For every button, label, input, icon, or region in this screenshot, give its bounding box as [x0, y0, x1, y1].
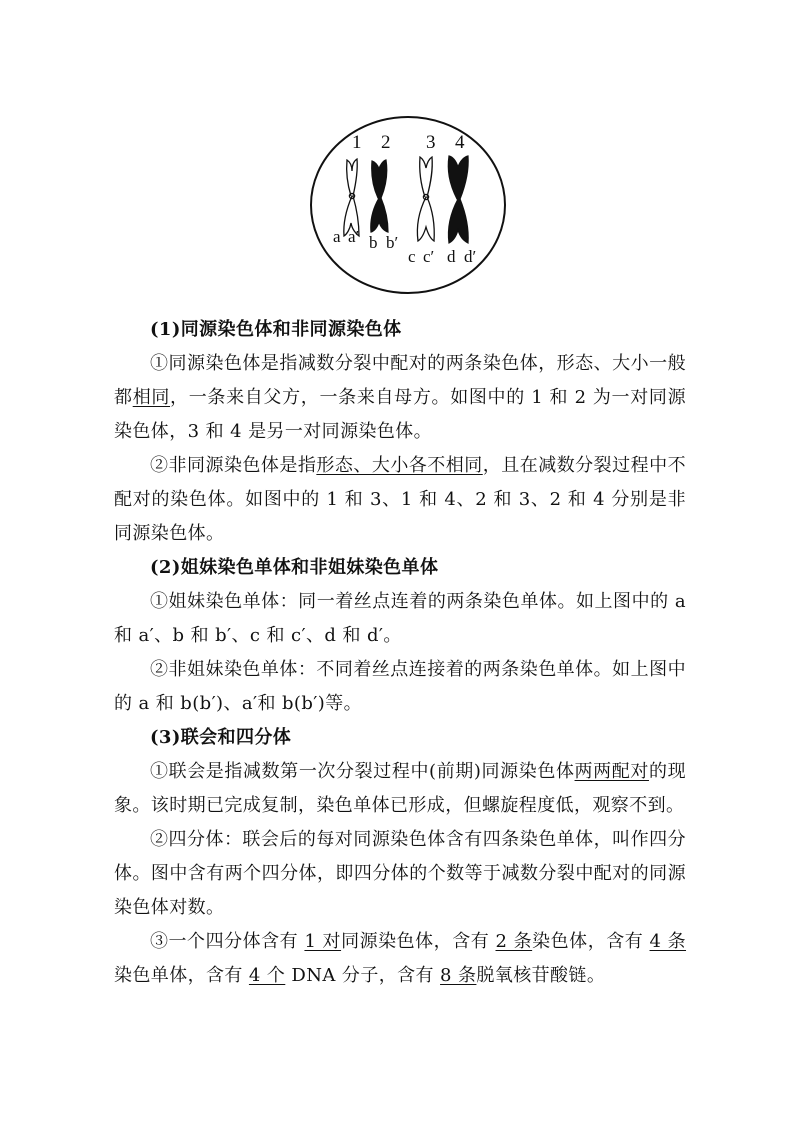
chromosome-figure [308, 115, 508, 295]
chromosome-diagram [308, 115, 508, 295]
underlined-answer: 形态、大小各不相同 [316, 455, 483, 476]
label-a: a [333, 227, 341, 246]
label-b: b [369, 233, 378, 252]
label-d: d [447, 247, 456, 266]
section-3-paragraph-2: ②四分体：联会后的每对同源染色体含有四条染色单体，叫作四分体。图中含有两个四分体，即四分体的个数等于减数分裂中配对的同源染色体对数。 [114, 829, 686, 918]
section-1-paragraph-2: ②非同源染色体是指形态、大小各不相同，且在减数分裂过程中不配对的染色体。如图中的 1 和 3、1 和 4、2 和 3、2 和 4 分别是非同源染色体。 [114, 455, 686, 544]
underlined-answer: 2 条 [495, 931, 533, 952]
underlined-answer: 4 条 [649, 931, 687, 952]
chromosome-number-2: 2 [381, 132, 391, 153]
label-d-prime: d′ [464, 247, 477, 266]
underlined-answer: 1 对 [304, 931, 342, 952]
section-3-paragraph-1: ①联会是指减数第一次分裂过程中(前期)同源染色体两两配对的现象。该时期已完成复制，染色单体已形成，但螺旋程度低，观察不到。 [114, 761, 686, 816]
section-3-paragraph-3: ③一个四分体含有 1 对同源染色体，含有 2 条染色体，含有 4 条染色单体，含有 4 个 DNA 分子，含有 8 条脱氧核苷酸链。 [114, 931, 687, 986]
underlined-answer: 两两配对 [574, 761, 649, 782]
section-3-heading: (3)联会和四分体 [150, 727, 292, 748]
chromosome-4 [448, 156, 468, 243]
document-body [114, 313, 686, 993]
label-b-prime: b′ [386, 233, 399, 252]
chromosome-number-4: 4 [455, 132, 465, 153]
section-2-paragraph-1: ①姐妹染色单体：同一着丝点连着的两条染色单体。如上图中的 a 和 a′、b 和 b′、c 和 c′、d 和 d′。 [114, 591, 686, 646]
section-2-paragraph-2: ②非姐妹染色单体：不同着丝点连接着的两条染色单体。如上图中的 a 和 b(b′)、a′和 b(b′)等。 [114, 659, 686, 714]
section-1-heading: (1)同源染色体和非同源染色体 [150, 319, 402, 340]
label-c-prime: c′ [423, 247, 435, 266]
label-a-prime: a′ [348, 227, 360, 246]
chromosome-1 [344, 159, 359, 236]
chromosome-2 [371, 160, 388, 232]
chromosome-number-1: 1 [352, 132, 362, 153]
underlined-answer: 相同 [132, 387, 171, 408]
chromosome-number-3: 3 [426, 132, 436, 153]
underlined-answer: 8 条 [440, 965, 477, 986]
label-c: c [408, 247, 416, 266]
section-1-paragraph-1: ①同源染色体是指减数分裂中配对的两条染色体，形态、大小一般都相同，一条来自父方，一条来自母方。如图中的 1 和 2 为一对同源染色体，3 和 4 是另一对同源染色体。 [114, 353, 686, 442]
underlined-answer: 4 个 [248, 965, 286, 986]
chromosome-3 [417, 157, 434, 241]
section-2-heading: (2)姐妹染色单体和非姐妹染色单体 [150, 557, 439, 578]
cell-outline [311, 117, 505, 293]
